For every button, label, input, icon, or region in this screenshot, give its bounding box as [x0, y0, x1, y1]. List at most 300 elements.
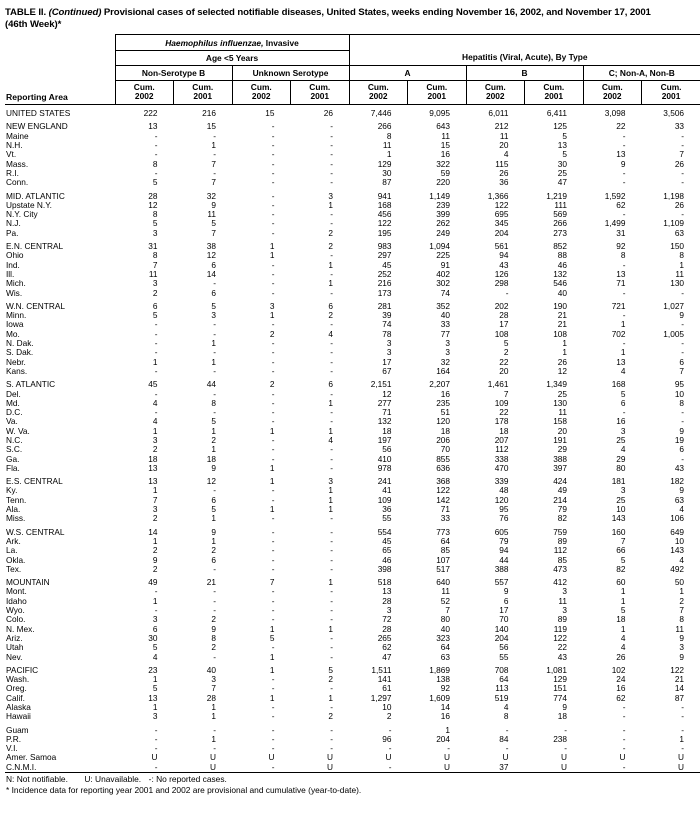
value-cell: -: [213, 407, 216, 418]
value-cell: 18: [616, 614, 626, 625]
value-cell: 47: [382, 651, 392, 662]
value-cell: 92: [440, 683, 451, 694]
value-cell: -: [271, 444, 275, 455]
reporting-area-cell: S. ATLANTIC: [6, 379, 56, 390]
value-cell: 18: [557, 711, 568, 722]
value-cell: -: [213, 586, 216, 597]
value-cell: 5: [620, 388, 626, 399]
value-cell: 3: [328, 476, 334, 487]
value-cell: 3: [562, 586, 568, 597]
value-cell: 7: [211, 683, 216, 694]
reporting-area-cell: W. Va.: [6, 425, 30, 436]
reporting-area-cell: Ariz.: [6, 632, 23, 643]
value-cell: -: [330, 268, 334, 279]
value-cell: 759: [553, 526, 568, 537]
value-cell: 18: [206, 453, 216, 464]
value-cell: -: [447, 743, 451, 754]
value-cell: 2: [679, 595, 685, 606]
value-cell: 7: [211, 177, 216, 188]
value-cell: 721: [611, 300, 626, 311]
value-cell: 2: [503, 347, 509, 358]
value-cell: 112: [553, 545, 568, 556]
value-cell: 8: [620, 250, 626, 261]
value-cell: 1: [211, 513, 216, 524]
table-row: [5, 105, 700, 119]
value-cell: 33: [440, 319, 451, 330]
value-cell: -: [622, 407, 626, 418]
value-cell: 39: [382, 310, 392, 321]
value-cell: 1: [152, 595, 158, 606]
value-cell: 113: [495, 683, 509, 694]
table-row: [5, 753, 700, 762]
value-cell: 6: [328, 300, 334, 311]
value-cell: 225: [436, 250, 451, 261]
value-cell: -: [622, 167, 626, 178]
value-cell: 277: [377, 397, 392, 408]
value-cell: 368: [436, 476, 451, 487]
value-cell: -: [622, 177, 626, 188]
value-cell: 122: [553, 632, 568, 643]
value-cell: 111: [554, 199, 568, 210]
value-cell: -: [388, 761, 392, 772]
reporting-area-cell: N.H.: [6, 140, 23, 151]
reporting-area-cell: Ala.: [6, 504, 21, 515]
reporting-area-header: Reporting Area: [5, 35, 115, 105]
value-cell: -: [213, 319, 216, 330]
value-cell: 82: [557, 513, 568, 524]
value-cell: 120: [494, 494, 509, 505]
value-cell: -: [564, 743, 568, 754]
value-cell: 456: [377, 209, 392, 220]
value-cell: 20: [499, 365, 509, 376]
value-cell: 5: [211, 218, 216, 229]
value-cell: 119: [553, 623, 568, 634]
value-cell: -: [330, 632, 334, 643]
table-row: [5, 251, 700, 260]
value-cell: 640: [436, 577, 451, 588]
value-cell: 6: [679, 444, 685, 455]
value-cell: 239: [436, 199, 451, 210]
value-cell: 3: [386, 347, 392, 358]
value-cell: -: [154, 347, 158, 358]
reporting-area-cell: Guam: [6, 724, 29, 735]
value-cell: -: [154, 328, 158, 339]
value-cell: -: [622, 733, 626, 744]
value-cell: -: [213, 563, 216, 574]
value-cell: 141: [377, 674, 392, 685]
table-body: [5, 105, 700, 773]
value-cell: 4: [679, 554, 685, 565]
value-cell: -: [213, 347, 216, 358]
value-cell: -: [154, 319, 158, 330]
value-cell: 8: [152, 158, 158, 169]
value-cell: 3: [152, 434, 158, 445]
value-cell: 8: [386, 130, 392, 141]
value-cell: 13: [616, 268, 626, 279]
table-row: [5, 473, 700, 486]
value-cell: -: [330, 140, 334, 151]
value-cell: 44: [206, 379, 216, 390]
value-cell: 14: [206, 268, 216, 279]
value-cell: 8: [679, 614, 685, 625]
reporting-area-cell: R.I.: [6, 167, 19, 178]
value-cell: 252: [377, 268, 392, 279]
value-cell: -: [330, 526, 334, 537]
value-cell: 708: [494, 664, 509, 675]
value-cell: -: [681, 743, 685, 754]
value-cell: 5: [269, 632, 275, 643]
value-cell: 3,098: [604, 108, 626, 119]
reporting-area-cell: Vt.: [6, 149, 17, 160]
cum-column-header: Cum. 2001: [525, 81, 584, 105]
value-cell: 517: [436, 563, 451, 574]
value-cell: 11: [558, 407, 568, 418]
value-cell: 7: [152, 494, 158, 505]
value-cell: U: [385, 752, 392, 763]
value-cell: 7: [269, 577, 275, 588]
value-cell: 20: [557, 425, 568, 436]
value-cell: 1: [269, 462, 275, 473]
value-cell: U: [561, 761, 568, 772]
reporting-area-cell: MOUNTAIN: [6, 577, 50, 588]
value-cell: 7,446: [370, 108, 392, 119]
value-cell: 13: [148, 476, 158, 487]
value-cell: 273: [553, 227, 568, 238]
value-cell: 941: [377, 190, 392, 201]
value-cell: 122: [377, 218, 392, 229]
table-row: [5, 486, 700, 495]
value-cell: -: [271, 761, 275, 772]
value-cell: 216: [202, 108, 216, 119]
table-row: [5, 210, 700, 219]
value-cell: 297: [377, 250, 392, 261]
value-cell: -: [271, 453, 275, 464]
value-cell: 204: [494, 632, 509, 643]
value-cell: 31: [148, 241, 158, 252]
value-cell: 63: [674, 494, 685, 505]
value-cell: 206: [436, 434, 451, 445]
value-cell: -: [330, 338, 334, 349]
value-cell: 1: [620, 319, 626, 330]
value-cell: 13: [148, 692, 158, 703]
value-cell: 50: [674, 577, 685, 588]
legend-unavailable: U: Unavailable.: [84, 774, 142, 785]
value-cell: U: [327, 761, 334, 772]
value-cell: 2: [328, 227, 334, 238]
value-cell: 338: [494, 453, 509, 464]
value-cell: 85: [557, 554, 568, 565]
value-cell: U: [327, 752, 334, 763]
value-cell: 5: [503, 338, 509, 349]
value-cell: 605: [494, 526, 509, 537]
value-cell: 1: [328, 623, 334, 634]
value-cell: 5: [152, 218, 158, 229]
value-cell: 7: [679, 605, 685, 616]
value-cell: 74: [382, 319, 392, 330]
value-cell: -: [681, 724, 685, 735]
value-cell: -: [271, 674, 275, 685]
value-cell: -: [271, 365, 275, 376]
value-cell: 130: [670, 278, 685, 289]
value-cell: 397: [553, 462, 568, 473]
value-cell: -: [330, 724, 334, 735]
value-cell: 7: [679, 365, 685, 376]
value-cell: 24: [616, 674, 626, 685]
value-cell: 7: [620, 535, 626, 546]
value-cell: 28: [206, 692, 216, 703]
value-cell: 412: [553, 577, 568, 588]
value-cell: 62: [616, 199, 626, 210]
table-row: [5, 219, 700, 228]
value-cell: 399: [436, 209, 451, 220]
value-cell: -: [681, 711, 685, 722]
value-cell: 492: [670, 563, 685, 574]
value-cell: 143: [611, 513, 626, 524]
value-cell: -: [271, 397, 275, 408]
value-cell: 4: [152, 416, 158, 427]
table-row: [5, 417, 700, 426]
value-cell: -: [330, 218, 334, 229]
table-row: [5, 348, 700, 357]
value-cell: -: [271, 494, 275, 505]
value-cell: 8: [152, 250, 158, 261]
value-cell: 2,207: [429, 379, 451, 390]
value-cell: 5: [620, 554, 626, 565]
value-cell: 19: [674, 434, 685, 445]
value-cell: 6: [211, 259, 216, 270]
value-cell: -: [271, 683, 275, 694]
value-cell: 64: [499, 674, 509, 685]
value-cell: 30: [382, 167, 392, 178]
value-cell: -: [330, 605, 334, 616]
value-cell: 2: [152, 513, 158, 524]
cum-column-header: Cum. 2001: [174, 81, 233, 105]
value-cell: -: [213, 595, 216, 606]
value-cell: 59: [440, 167, 451, 178]
value-cell: -: [330, 453, 334, 464]
value-cell: 26: [674, 158, 685, 169]
value-cell: U: [678, 761, 685, 772]
table-row: [5, 565, 700, 574]
value-cell: 212: [494, 121, 509, 132]
value-cell: 11: [441, 130, 451, 141]
value-cell: 51: [440, 407, 451, 418]
value-cell: -: [330, 347, 334, 358]
table-row: [5, 537, 700, 546]
value-cell: 94: [499, 250, 509, 261]
value-cell: 16: [440, 388, 451, 399]
reporting-area-cell: UNITED STATES: [6, 108, 71, 119]
reporting-area-cell: Wis.: [6, 287, 23, 298]
value-cell: -: [388, 743, 392, 754]
value-cell: -: [271, 121, 275, 132]
value-cell: -: [622, 310, 626, 321]
value-cell: 1: [269, 692, 275, 703]
value-cell: 7: [503, 388, 509, 399]
value-cell: 1: [211, 425, 216, 436]
reporting-area-cell: N. Mex.: [6, 623, 35, 634]
value-cell: -: [330, 702, 334, 712]
value-cell: U: [619, 752, 626, 763]
value-cell: 643: [436, 121, 451, 132]
table-row: [5, 201, 700, 210]
value-cell: 11: [441, 586, 451, 597]
value-cell: 13: [148, 462, 158, 473]
value-cell: -: [213, 130, 216, 141]
value-cell: -: [330, 614, 334, 625]
value-cell: 72: [382, 614, 392, 625]
value-cell: 25: [557, 388, 568, 399]
value-cell: -: [154, 761, 158, 772]
value-cell: -: [271, 407, 275, 418]
value-cell: 95: [499, 504, 509, 515]
value-cell: 1,461: [487, 379, 509, 390]
value-cell: 56: [499, 642, 509, 653]
value-cell: 1,219: [546, 190, 568, 201]
value-cell: 14: [148, 526, 158, 537]
value-cell: 5: [211, 416, 216, 427]
table-row: [5, 238, 700, 251]
value-cell: 47: [557, 177, 568, 188]
value-cell: 71: [616, 278, 626, 289]
value-cell: 852: [553, 241, 568, 252]
value-cell: 38: [206, 241, 216, 252]
value-cell: 1: [328, 485, 334, 496]
value-cell: 262: [436, 218, 451, 229]
value-cell: 129: [553, 674, 568, 685]
value-cell: 1: [679, 733, 685, 744]
value-cell: 1,609: [429, 692, 451, 703]
value-cell: 11: [675, 268, 685, 279]
value-cell: -: [330, 177, 334, 188]
value-cell: 2: [211, 614, 216, 625]
value-cell: 3: [620, 425, 626, 436]
value-cell: 178: [494, 416, 509, 427]
value-cell: 106: [670, 513, 685, 524]
value-cell: -: [271, 724, 275, 735]
value-cell: 195: [377, 227, 392, 238]
reporting-area-cell: V.I.: [6, 743, 18, 754]
reporting-area-cell: Alaska: [6, 702, 31, 712]
value-cell: 25: [557, 167, 568, 178]
subgroup-non-serotype-b: Non-Serotype B: [115, 66, 232, 81]
value-cell: 43: [557, 651, 568, 662]
value-cell: -: [622, 743, 626, 754]
reporting-area-cell: Minn.: [6, 310, 27, 321]
reporting-area-cell: Ga.: [6, 453, 20, 464]
value-cell: 561: [494, 241, 509, 252]
value-cell: 96: [382, 733, 392, 744]
table-row: [5, 289, 700, 298]
table-row: [5, 320, 700, 329]
value-cell: 84: [499, 733, 509, 744]
value-cell: -: [271, 218, 275, 229]
value-cell: 5: [620, 605, 626, 616]
value-cell: 1,109: [663, 218, 685, 229]
value-cell: 132: [553, 268, 568, 279]
value-cell: -: [330, 388, 334, 399]
value-cell: 4: [620, 642, 626, 653]
value-cell: 5: [152, 642, 158, 653]
value-cell: 1: [269, 250, 275, 261]
value-cell: 1: [679, 586, 685, 597]
value-cell: 15: [440, 140, 451, 151]
value-cell: 120: [436, 416, 451, 427]
value-cell: 33: [440, 513, 451, 524]
value-cell: 1: [328, 199, 334, 210]
reporting-area-cell: Md.: [6, 397, 20, 408]
value-cell: 70: [499, 614, 509, 625]
value-cell: 11: [148, 268, 158, 279]
reporting-area-cell: Ky.: [6, 485, 18, 496]
value-cell: 3: [562, 605, 568, 616]
table-row: [5, 178, 700, 187]
value-cell: 182: [670, 476, 685, 487]
value-cell: 25: [616, 494, 626, 505]
table-row: [5, 298, 700, 311]
value-cell: 11: [499, 130, 509, 141]
value-cell: 519: [494, 692, 509, 703]
table-row: [5, 339, 700, 348]
table-row: [5, 606, 700, 615]
value-cell: 13: [616, 356, 626, 367]
value-cell: 1: [562, 338, 568, 349]
value-cell: U: [444, 761, 451, 772]
value-cell: -: [330, 595, 334, 606]
cum-column-header: Cum. 2001: [291, 81, 350, 105]
table-row: [5, 160, 700, 169]
value-cell: 8: [152, 209, 158, 220]
value-cell: 108: [494, 328, 509, 339]
hepatitis-group-header: Hepatitis (Viral, Acute), By Type: [349, 35, 700, 66]
value-cell: 3: [152, 614, 158, 625]
table-row: [5, 615, 700, 624]
value-cell: -: [271, 209, 275, 220]
reporting-area-cell: Nebr.: [6, 356, 26, 367]
table-row: [5, 694, 700, 703]
value-cell: 7: [445, 605, 451, 616]
value-cell: -: [271, 642, 275, 653]
value-cell: -: [154, 365, 158, 376]
value-cell: 66: [616, 545, 626, 556]
table-row: [5, 390, 700, 399]
value-cell: 241: [377, 476, 392, 487]
age-group-header: Age <5 Years: [115, 51, 349, 66]
value-cell: -: [330, 416, 334, 427]
reporting-area-cell: La.: [6, 545, 18, 556]
value-cell: 87: [382, 177, 392, 188]
value-cell: 122: [670, 664, 685, 675]
reporting-area-cell: E.N. CENTRAL: [6, 241, 64, 252]
value-cell: 5: [211, 504, 216, 515]
value-cell: -: [213, 651, 216, 662]
value-cell: -: [154, 338, 158, 349]
value-cell: 6: [211, 494, 216, 505]
value-cell: 151: [553, 683, 568, 694]
value-cell: 1,869: [429, 664, 451, 675]
value-cell: 470: [494, 462, 509, 473]
value-cell: 82: [616, 563, 626, 574]
table-title: [5, 7, 697, 30]
value-cell: 125: [553, 121, 568, 132]
value-cell: -: [271, 485, 275, 496]
value-cell: 13: [616, 149, 626, 160]
table-row: [5, 634, 700, 643]
value-cell: 9: [620, 158, 626, 169]
value-cell: -: [271, 130, 275, 141]
value-cell: -: [330, 462, 334, 473]
reporting-area-cell: W.N. CENTRAL: [6, 300, 66, 311]
